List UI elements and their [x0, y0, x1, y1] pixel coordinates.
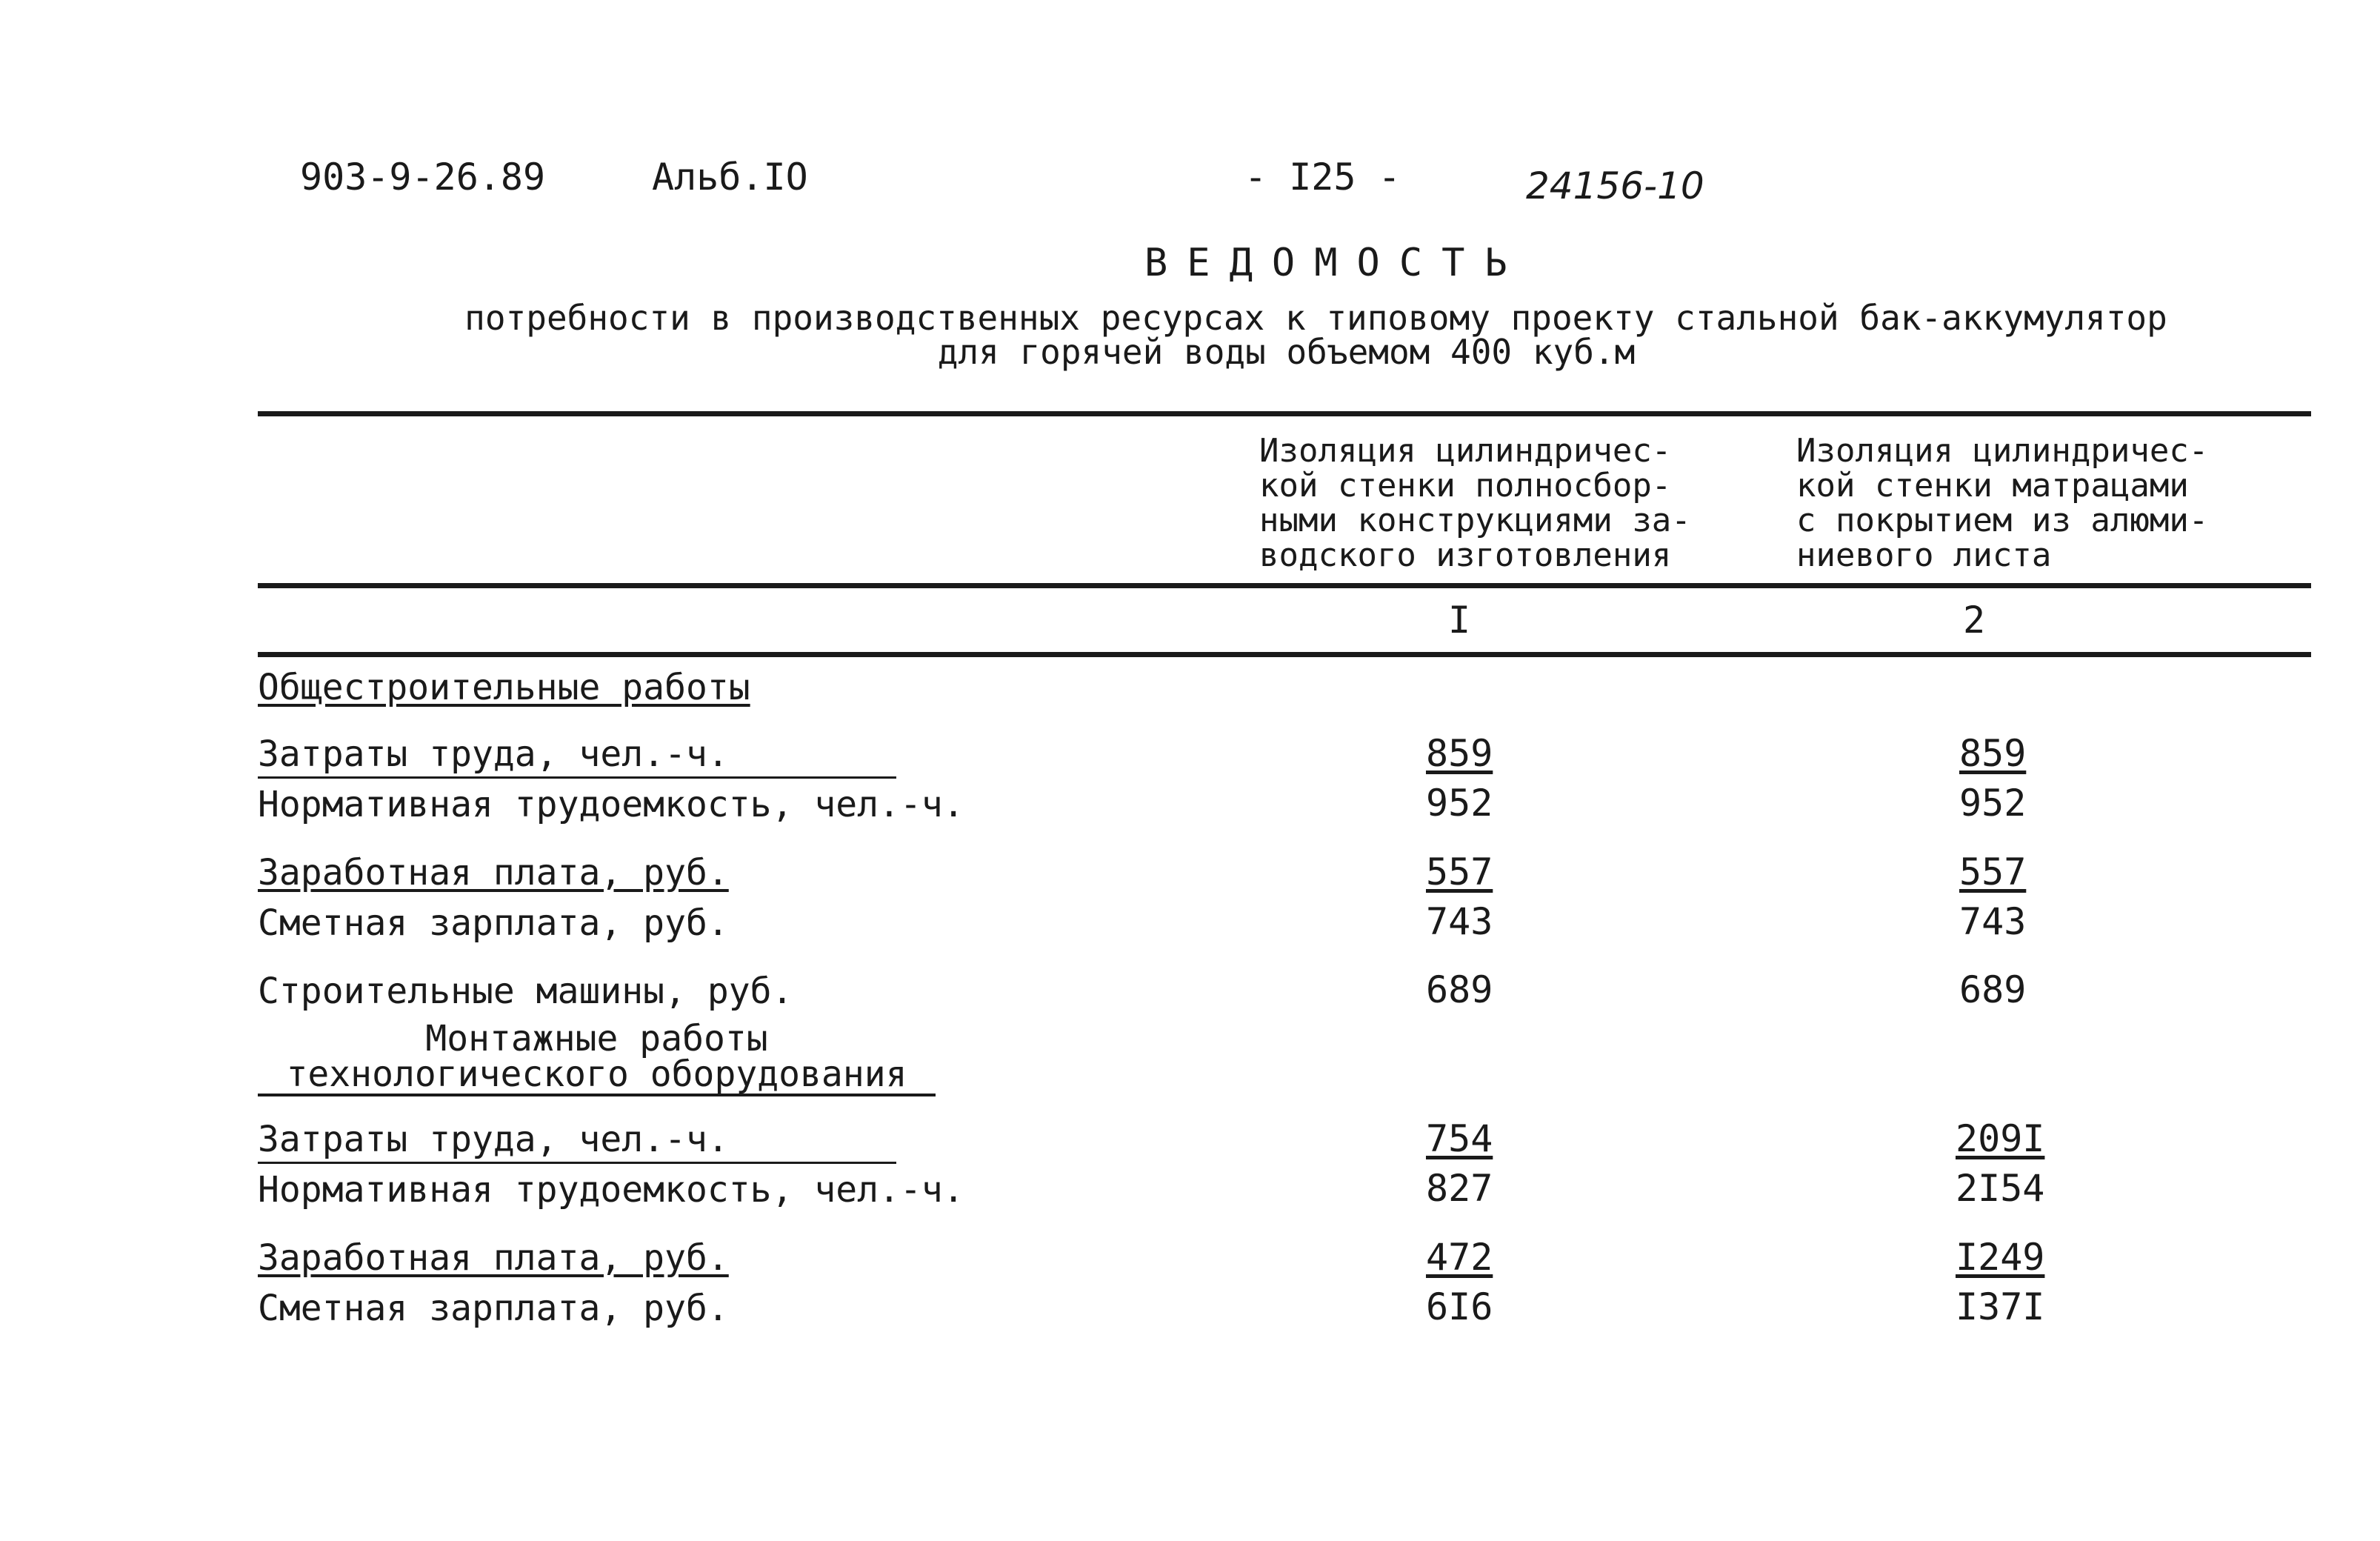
- table-cell-col1: 754: [1426, 1117, 1493, 1160]
- table-cell-col2: 2I54: [1956, 1167, 2045, 1210]
- table-cell-col1: 689: [1426, 968, 1493, 1011]
- table-cell-col1: 6I6: [1426, 1285, 1493, 1328]
- table-cell-col1: 472: [1426, 1236, 1493, 1279]
- table-row-label: Заработная плата, руб.: [258, 1237, 729, 1279]
- table-row-label: [258, 1119, 896, 1164]
- table-row-label: Нормативная трудоемкость, чел.-ч.: [258, 1169, 964, 1211]
- album-number: Альб.IO: [652, 156, 808, 199]
- section-general-construction: Общестроительные работы: [258, 667, 750, 708]
- column-1-number: I: [1448, 599, 1471, 642]
- section-equipment-installation: Монтажные работы технологического оборудования: [258, 1021, 936, 1096]
- table-cell-col1: 827: [1426, 1167, 1493, 1210]
- column-2-number: 2: [1963, 599, 1986, 642]
- table-cell-col2: 859: [1959, 732, 2027, 775]
- table-cell-col1: 859: [1426, 732, 1493, 775]
- table-cell-col2: I37I: [1956, 1285, 2045, 1328]
- table-cell-col2: 743: [1959, 900, 2027, 943]
- table-cell-col2: 557: [1959, 851, 2027, 893]
- table-row-label: Строительные машины, руб.: [258, 971, 793, 1012]
- table-cell-col2: I249: [1956, 1236, 2045, 1279]
- table-row-label: Сметная зарплата, руб.: [258, 902, 729, 944]
- page-number: - I25 -: [1244, 156, 1401, 199]
- table-cell-col2: 689: [1959, 968, 2027, 1011]
- row-label-text: Затраты труда, чел.-ч.: [258, 1119, 896, 1164]
- table-top-rule: [258, 411, 2311, 416]
- handwritten-reference: 24156-10: [1526, 164, 1704, 207]
- table-cell-col2: 209I: [1956, 1117, 2045, 1160]
- table-cell-col1: 952: [1426, 782, 1493, 825]
- subtitle-line-1: потребности в производственных ресурсах к типовому проекту стальной бак-аккумулятор: [464, 298, 2167, 338]
- table-number-rule: [258, 652, 2311, 657]
- document-code: 903-9-26.89: [300, 156, 546, 199]
- table-cell-col1: 557: [1426, 851, 1493, 893]
- table-cell-col2: 952: [1959, 782, 2027, 825]
- table-header-rule: [258, 583, 2311, 588]
- row-label-text: Затраты труда, чел.-ч.: [258, 733, 896, 779]
- table-row-label: Нормативная трудоемкость, чел.-ч.: [258, 784, 964, 825]
- subtitle-line-2: для горячей воды объемом 400 куб.м: [937, 332, 1636, 372]
- table-row-label: Заработная плата, руб.: [258, 852, 729, 893]
- column-2-header: Изоляция цилиндричес- кой стенки матрацами с покрытием из алюми- ниевого листа: [1796, 432, 2209, 574]
- table-row-label: [258, 733, 896, 779]
- document-title: ВЕДОМОСТЬ: [1144, 241, 1527, 285]
- table-cell-col1: 743: [1426, 900, 1493, 943]
- table-row-label: Сметная зарплата, руб.: [258, 1288, 729, 1329]
- column-1-header: Изоляция цилиндричес- кой стенки полносбор- ными конструкциями за- водского изготовления: [1259, 432, 1691, 574]
